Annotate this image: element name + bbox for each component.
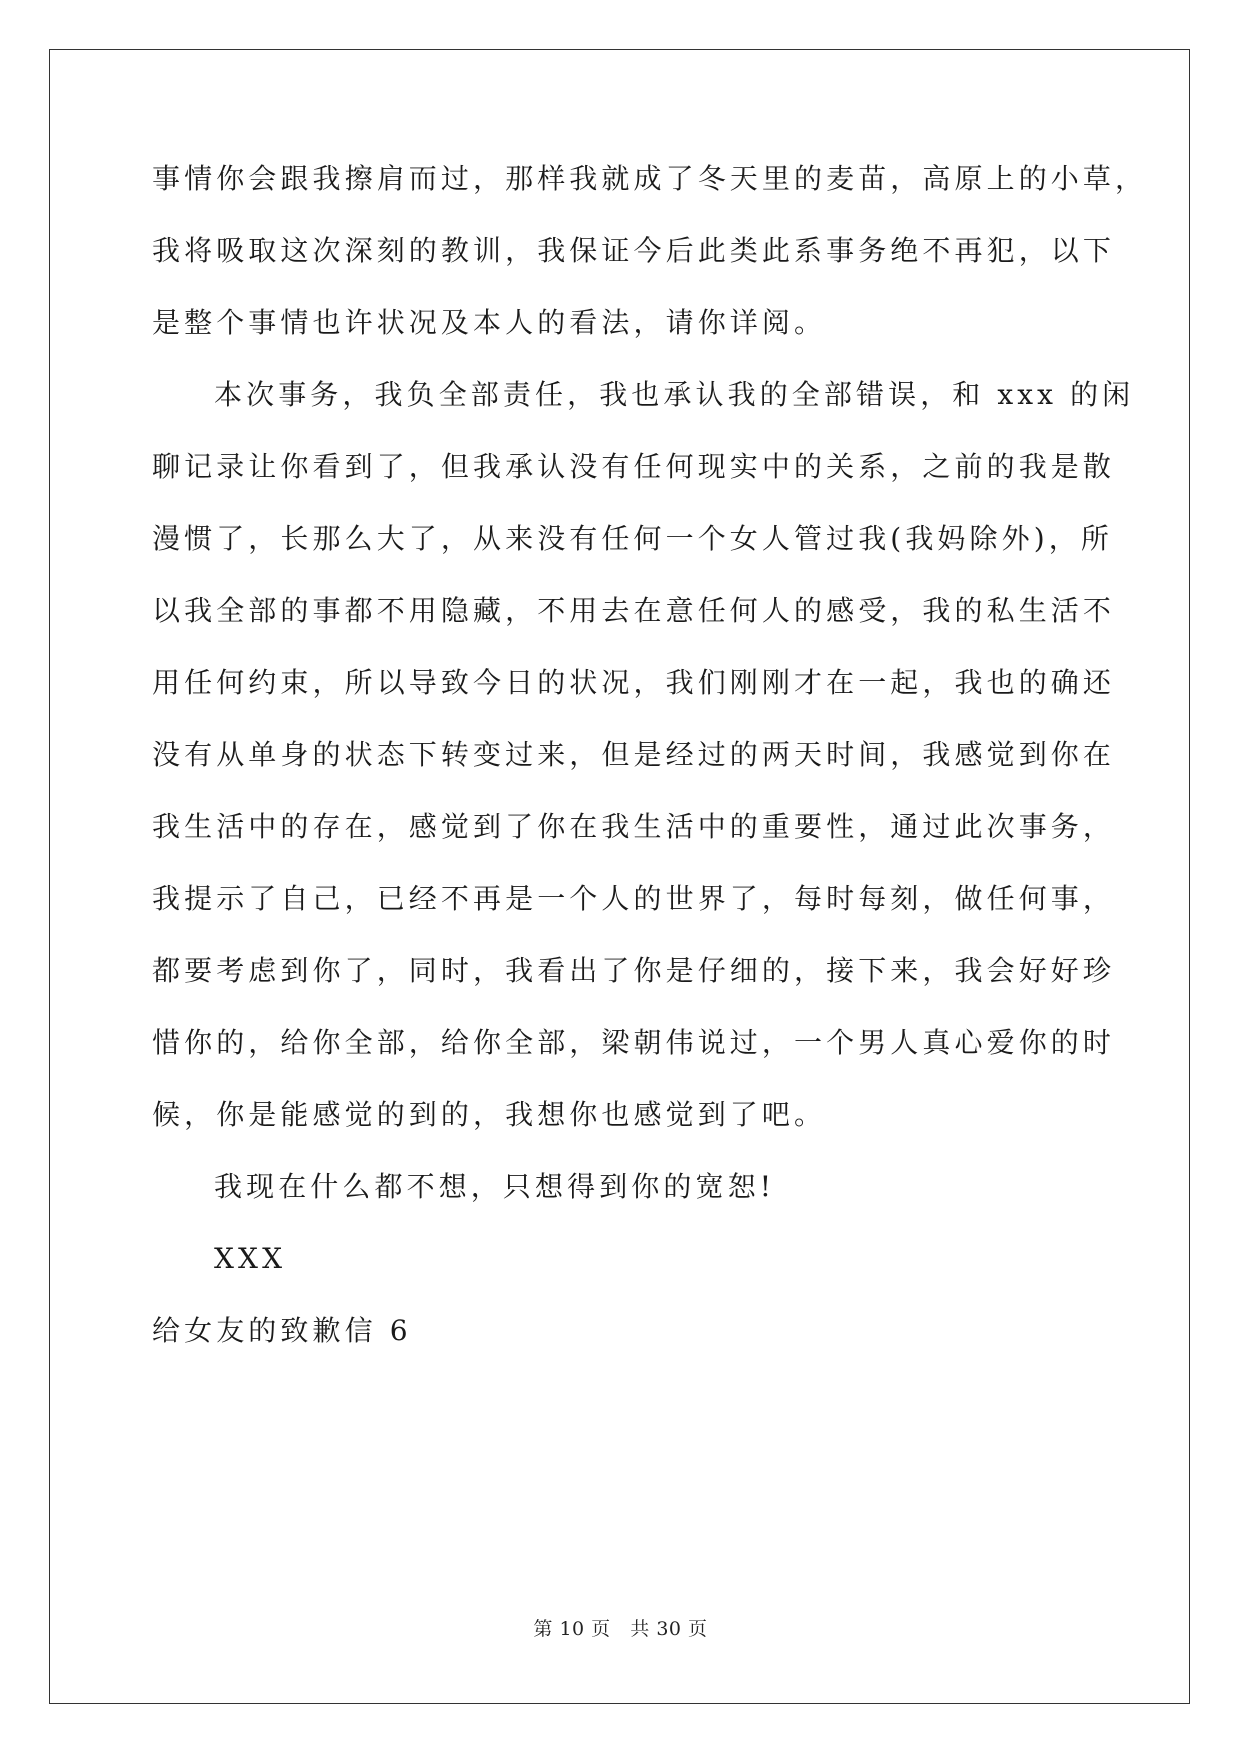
- text-line: 聊记录让你看到了，但我承认没有任何现实中的关系，之前的我是散: [152, 450, 1116, 483]
- signature: XXX: [214, 1242, 287, 1275]
- text-line: 没有从单身的状态下转变过来，但是经过的两天时间，我感觉到你在: [152, 738, 1116, 771]
- text-line: 漫惯了，长那么大了，从来没有任何一个女人管过我(我妈除外)，所: [152, 522, 1113, 555]
- text-line: 是整个事情也许状况及本人的看法，请你详阅。: [152, 306, 827, 339]
- text-line: 我生活中的存在，感觉到了你在我生活中的重要性，通过此次事务，: [152, 810, 1116, 843]
- text-line: 以我全部的事都不用隐藏，不用去在意任何人的感受，我的私生活不: [152, 594, 1116, 627]
- text-line: 用任何约束，所以导致今日的状况，我们刚刚才在一起，我也的确还: [152, 666, 1116, 699]
- text-line: 都要考虑到你了，同时，我看出了你是仔细的，接下来，我会好好珍: [152, 954, 1116, 987]
- section-heading: 给女友的致歉信 6: [152, 1314, 412, 1347]
- text-line: 我提示了自己，已经不再是一个人的世界了，每时每刻，做任何事，: [152, 882, 1116, 915]
- paragraph-start-line: 本次事务，我负全部责任，我也承认我的全部错误，和 xxx 的闲: [214, 378, 1135, 411]
- text-line: 我将吸取这次深刻的教训，我保证今后此类此系事务绝不再犯，以下: [152, 234, 1116, 267]
- page-number: 第 10 页 共 30 页: [533, 1618, 708, 1640]
- page-footer: [0, 1614, 1241, 1641]
- text-line: 惜你的，给你全部，给你全部，梁朝伟说过，一个男人真心爱你的时: [152, 1026, 1116, 1059]
- paragraph-start-line: 我现在什么都不想，只想得到你的宽恕!: [214, 1170, 776, 1203]
- text-line: 候，你是能感觉的到的，我想你也感觉到了吧。: [152, 1098, 827, 1131]
- text-line: 事情你会跟我擦肩而过，那样我就成了冬天里的麦苗，高原上的小草，: [152, 162, 1148, 195]
